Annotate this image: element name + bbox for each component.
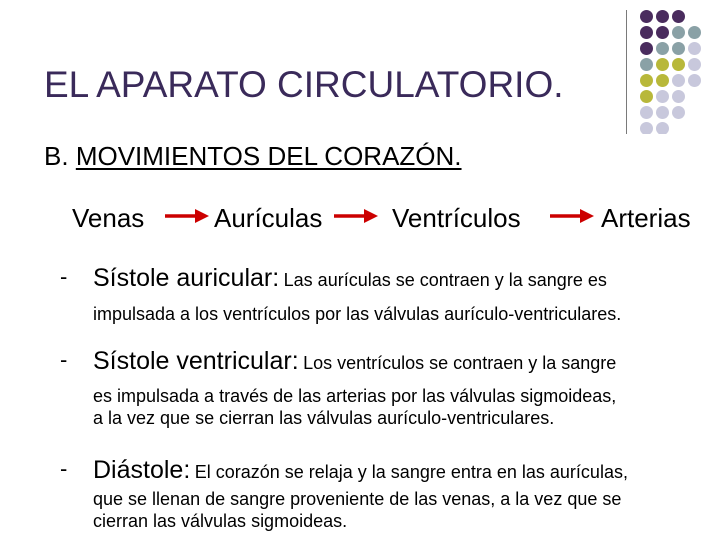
bullet-marker: - <box>60 264 68 289</box>
flow-venas: Venas <box>72 203 145 233</box>
decorative-dot <box>688 42 701 55</box>
decorative-dot <box>672 90 685 103</box>
bullet-line: cierran las válvulas sigmoideas. <box>93 511 348 531</box>
decorative-dot <box>656 26 669 39</box>
decorative-dot <box>640 122 653 134</box>
flow-ventriculos: Ventrículos <box>392 203 521 233</box>
decorative-dot <box>656 10 669 23</box>
bullet-head <box>93 347 616 376</box>
bullet-term: Diástole: <box>93 456 191 484</box>
bullet-lead: Las aurículas se contraen y la sangre es <box>283 270 607 290</box>
decorative-dot <box>640 106 653 119</box>
decorative-dot <box>656 106 669 119</box>
decorative-dot <box>672 10 685 23</box>
decorative-dot <box>672 58 685 71</box>
decorative-dot <box>688 58 701 71</box>
bullet-head <box>93 456 628 485</box>
bullet-line: a la vez que se cierran las válvulas aurículo-ventriculares. <box>93 408 555 428</box>
decorative-dot <box>656 42 669 55</box>
bullet-head <box>93 264 607 293</box>
decorative-dot <box>640 26 653 39</box>
decorative-dot <box>640 74 653 87</box>
flow-auriculas: Aurículas <box>214 203 323 233</box>
bullet-term: Sístole auricular: <box>93 264 280 292</box>
flow-arterias: Arterias <box>601 203 691 233</box>
subtitle-text: MOVIMIENTOS DEL CORAZÓN. <box>75 141 462 171</box>
divider-line <box>626 10 627 134</box>
bullet-marker: - <box>60 347 68 372</box>
bullet-marker: - <box>60 456 68 481</box>
decorative-dot <box>640 10 653 23</box>
bullet-lead: Los ventrículos se contraen y la sangre <box>303 353 617 373</box>
decorative-dot-grid <box>636 10 720 134</box>
decorative-dot <box>656 74 669 87</box>
decorative-dot <box>640 42 653 55</box>
decorative-dot <box>656 122 669 134</box>
decorative-dot <box>672 42 685 55</box>
right-arrow-icon <box>550 208 594 224</box>
decorative-dot <box>672 26 685 39</box>
bullet-line: que se llenan de sangre proveniente de las venas, a la vez que se <box>93 489 622 509</box>
right-arrow-icon <box>165 208 209 224</box>
decorative-dot <box>672 106 685 119</box>
decorative-dot <box>672 74 685 87</box>
bullet-line: impulsada a los ventrículos por las válvulas aurículo-ventriculares. <box>93 304 622 324</box>
decorative-dot <box>640 90 653 103</box>
decorative-dot <box>640 58 653 71</box>
bullet-term: Sístole ventricular: <box>93 347 299 375</box>
slide-subtitle <box>44 141 462 172</box>
decorative-dot <box>688 26 701 39</box>
decorative-dot <box>688 74 701 87</box>
bullet-line: es impulsada a través de las arterias por las válvulas sigmoideas, <box>93 386 617 406</box>
bullet-lead: El corazón se relaja y la sangre entra en las aurículas, <box>194 462 628 482</box>
subtitle-prefix: B. <box>44 141 69 171</box>
decorative-dot <box>656 58 669 71</box>
slide-title: EL APARATO CIRCULATORIO. <box>44 64 564 105</box>
decorative-dot <box>656 90 669 103</box>
right-arrow-icon <box>334 208 378 224</box>
